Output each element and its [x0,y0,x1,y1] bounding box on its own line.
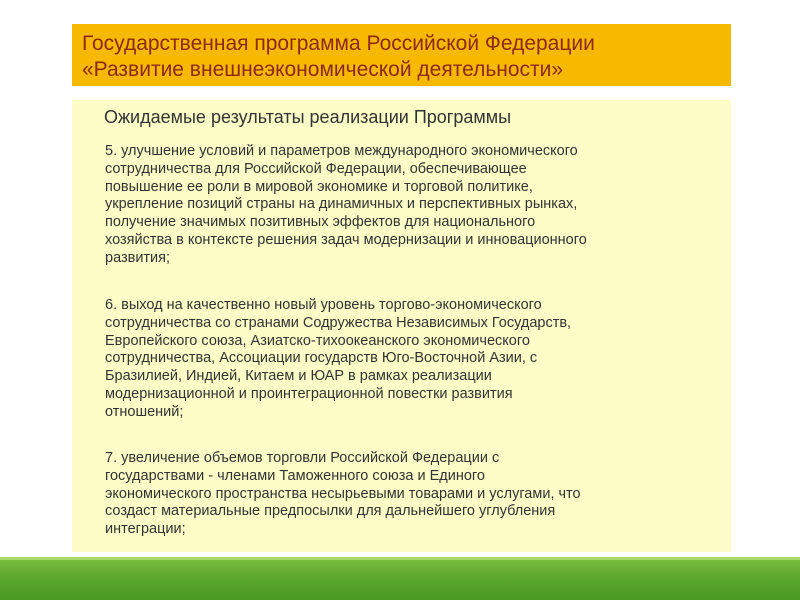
title-line-2: «Развитие внешнеэкономической деятельности» [82,58,564,81]
item-line: сотрудничества со странами Содружества Независимых Государств, [105,314,572,331]
item-line: Бразилией, Индией, Китаем и ЮАР в рамках реализации [105,368,492,385]
result-item-5 [105,143,587,268]
subtitle: Ожидаемые результаты реализации Программы [104,107,512,127]
item-line: повышение ее роли в мировой экономике и торговой политике, [105,178,533,195]
bottom-bar-highlight [0,557,800,560]
item-line: 5. улучшение условий и параметров международного экономического [105,143,578,159]
title-line-1: Государственная программа Российской Федерации [82,32,595,55]
content-panel [72,100,731,552]
item-line: отношений; [105,403,184,420]
item-line: Европейского союза, Азиатско-тихоокеанского экономического [105,332,530,349]
item-line: создаст материальные предпосылки для дальнейшего углубления [105,503,556,520]
item-line: развития; [105,249,171,266]
item-line: модернизационной и проинтеграционной повестки развития [105,385,513,402]
item-line: получение значимых позитивных эффектов для национального [105,214,536,231]
item-line: укрепление позиций страны на динамичных и перспективных рынках, [105,196,578,213]
item-line: хозяйства в контексте решения задач модернизации и инновационного [105,231,587,248]
bottom-decorative-bar [0,557,800,600]
item-line: 7. увеличение объемов торговли Российской Федерации с [105,450,500,466]
item-line: интеграции; [105,521,186,538]
item-line: государствами - членами Таможенного союза и Единого [105,467,485,484]
item-line: сотрудничества для Российской Федерации, обеспечивающее [105,160,527,177]
result-item-7 [105,450,581,539]
item-line: сотрудничества, Ассоциации государств Юго-Восточной Азии, с [105,350,538,367]
title-banner [72,24,731,86]
item-line: 6. выход на качественно новый уровень торгово-экономического [105,297,542,313]
item-line: экономического пространства несырьевыми товарами и услугами, что [105,485,581,502]
result-item-6 [105,297,571,422]
